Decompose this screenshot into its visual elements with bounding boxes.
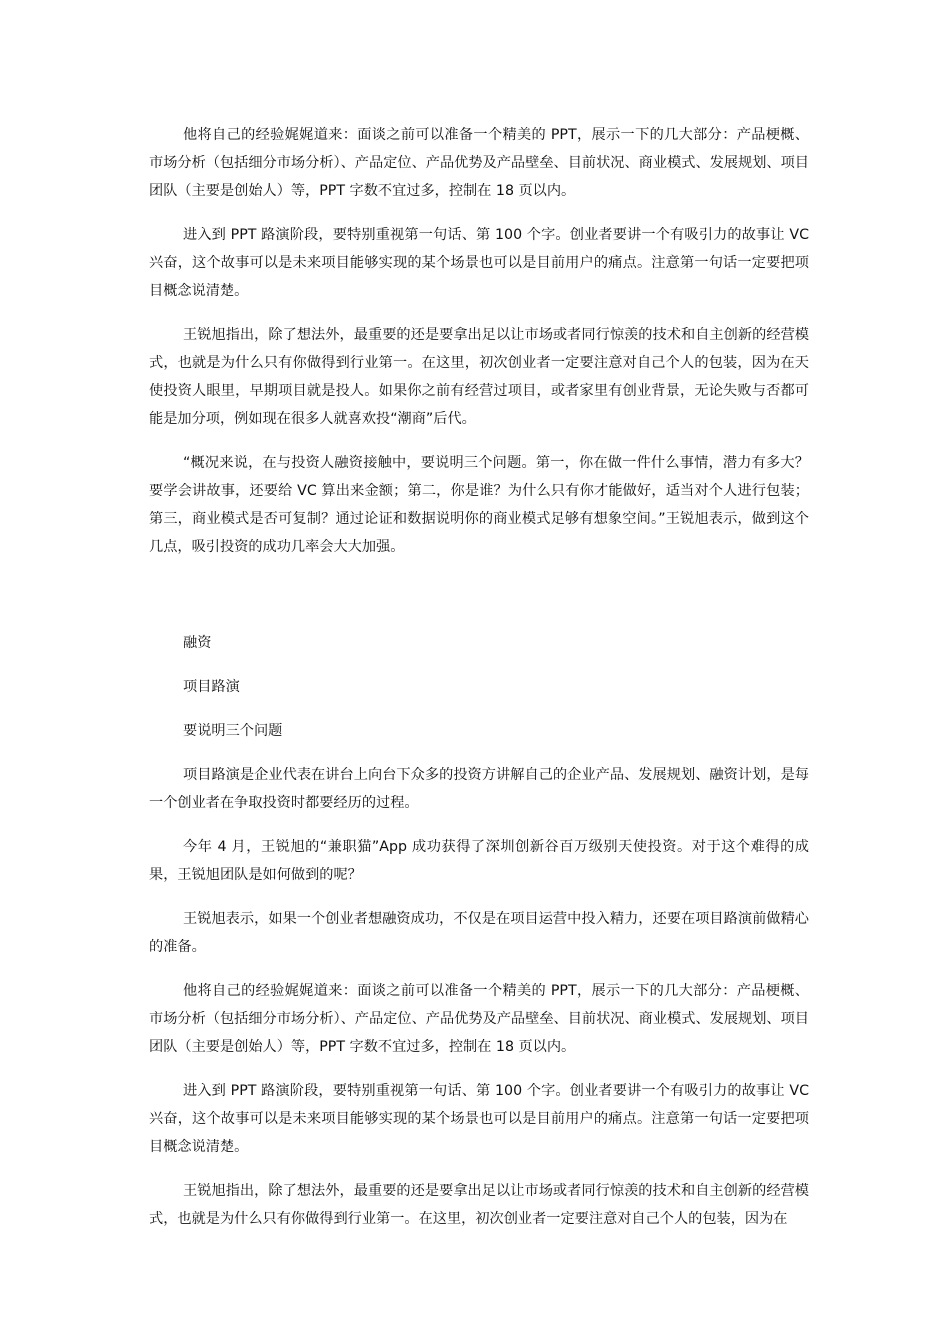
paragraph-intro-ppt: 他将自己的经验娓娓道来：面谈之前可以准备一个精美的 PPT，展示一下的几大部分：产品梗概、市场分析（包括细分市场分析）、产品定位、产品优势及产品壁垒、目前状况、商业模式、发展规划、项目团队（主要是创始人）等，PPT 字数不宜过多，控制在 18 页以内。 <box>149 127 809 199</box>
paragraph-wang-points-out: 王锐旭指出，除了想法外，最重要的还是要拿出足以让市场或者同行惊羡的技术和自主创新的经营模式，也就是为什么只有你做得到行业第一。在这里，初次创业者一定要注意对自己个人的包装，因为在天使投资人眼里，早期项目就是投人。如果你之前有经营过项目，或者家里有创业背景，无论失败与否都可能是加分项，例如现在很多人就喜欢投“潮商”后代。 <box>149 327 809 427</box>
paragraph-roadshow-definition: 项目路演是企业代表在讲台上向台下众多的投资方讲解自己的企业产品、发展规划、融资计划，是每一个创业者在争取投资时都要经历的过程。 <box>149 767 809 811</box>
tag-roadshow: 项目路演 <box>183 679 240 695</box>
paragraph-april-investment: 今年 4 月，王锐旭的“兼职猫”App 成功获得了深圳创新谷百万级别天使投资。对于这个难得的成果，王锐旭团队是如何做到的呢？ <box>149 839 809 883</box>
paragraph-ppt-roadshow: 进入到 PPT 路演阶段，要特别重视第一句话、第 100 个字。创业者要讲一个有吸引力的故事让 VC 兴奋，这个故事可以是未来项目能够实现的某个场景也可以是目前用户的痛点。注意第一句话一定要把项目概念说清楚。 <box>149 227 809 299</box>
section-gap <box>149 577 809 629</box>
paragraph-ppt-roadshow-repeat: 进入到 PPT 路演阶段，要特别重视第一句话、第 100 个字。创业者要讲一个有吸引力的故事让 VC 兴奋，这个故事可以是未来项目能够实现的某个场景也可以是目前用户的痛点。注意第一句话一定要把项目概念说清楚。 <box>149 1083 809 1155</box>
tag-three-questions: 要说明三个问题 <box>183 723 283 739</box>
paragraph-three-questions: “概况来说，在与投资人融资接触中，要说明三个问题。第一，你在做一件什么事情，潜力有多大？要学会讲故事，还要给 VC 算出来金额；第二，你是谁？为什么只有你才能做好，适当对个人进行包装；第三，商业模式是否可复制？通过论证和数据说明你的商业模式足够有想象空间。”王锐旭表示，做到这个几点，吸引投资的成功几率会大大加强。 <box>149 455 809 555</box>
paragraph-wang-points-out-partial: 王锐旭指出，除了想法外，最重要的还是要拿出足以让市场或者同行惊羡的技术和自主创新的经营模式，也就是为什么只有你做得到行业第一。在这里，初次创业者一定要注意对自己个人的包装，因为在 <box>149 1183 809 1227</box>
tag-financing: 融资 <box>183 635 212 651</box>
paragraph-preparation: 王锐旭表示，如果一个创业者想融资成功，不仅是在项目运营中投入精力，还要在项目路演前做精心的准备。 <box>149 911 809 955</box>
document-page <box>149 121 809 1249</box>
paragraph-intro-ppt-repeat: 他将自己的经验娓娓道来：面谈之前可以准备一个精美的 PPT，展示一下的几大部分：产品梗概、市场分析（包括细分市场分析）、产品定位、产品优势及产品壁垒、目前状况、商业模式、发展规划、项目团队（主要是创始人）等，PPT 字数不宜过多，控制在 18 页以内。 <box>149 983 809 1055</box>
